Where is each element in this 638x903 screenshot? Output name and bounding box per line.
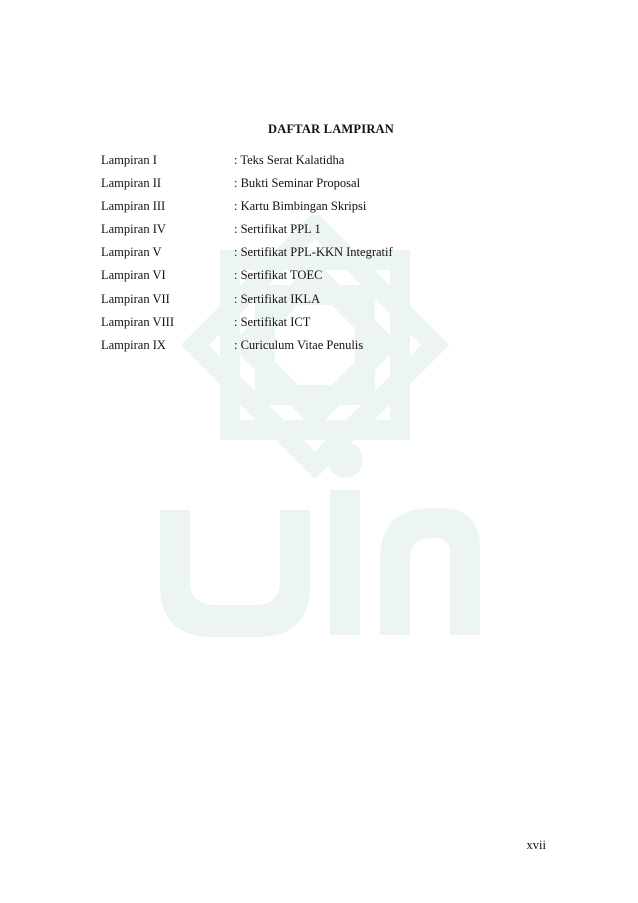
- appendix-list: [101, 152, 521, 360]
- appendix-description: : Sertifikat IKLA: [234, 291, 321, 306]
- page-number: xvii: [526, 838, 546, 852]
- appendix-description: : Curiculum Vitae Penulis: [234, 337, 364, 352]
- list-item: [101, 175, 521, 198]
- appendix-description: : Sertifikat PPL-KKN Integratif: [234, 245, 393, 260]
- list-item: [101, 291, 521, 314]
- appendix-description: : Kartu Bimbingan Skripsi: [234, 199, 367, 214]
- list-item: [101, 244, 521, 267]
- appendix-label: Lampiran I: [101, 153, 157, 167]
- appendix-label: Lampiran V: [101, 245, 162, 260]
- appendix-label: Lampiran III: [101, 199, 166, 214]
- appendix-label: Lampiran VI: [101, 268, 166, 283]
- appendix-description: : Bukti Seminar Proposal: [234, 176, 361, 191]
- appendix-label: Lampiran IV: [101, 222, 166, 237]
- list-item: [101, 337, 521, 360]
- list-item: [101, 314, 521, 337]
- page-title: DAFTAR LAMPIRAN: [267, 122, 395, 136]
- appendix-label: Lampiran IX: [101, 337, 166, 352]
- list-item: [101, 198, 521, 221]
- appendix-label: Lampiran VII: [101, 291, 170, 306]
- list-item: [101, 267, 521, 290]
- appendix-description: : Teks Serat Kalatidha: [234, 153, 345, 167]
- appendix-label: Lampiran VIII: [101, 314, 175, 329]
- list-item: [101, 152, 521, 175]
- appendix-label: Lampiran II: [101, 176, 162, 191]
- appendix-description: : Sertifikat TOEC: [234, 268, 323, 283]
- appendix-description: : Sertifikat PPL 1: [234, 222, 321, 237]
- list-item: [101, 221, 521, 244]
- appendix-description: : Sertifikat ICT: [234, 314, 311, 329]
